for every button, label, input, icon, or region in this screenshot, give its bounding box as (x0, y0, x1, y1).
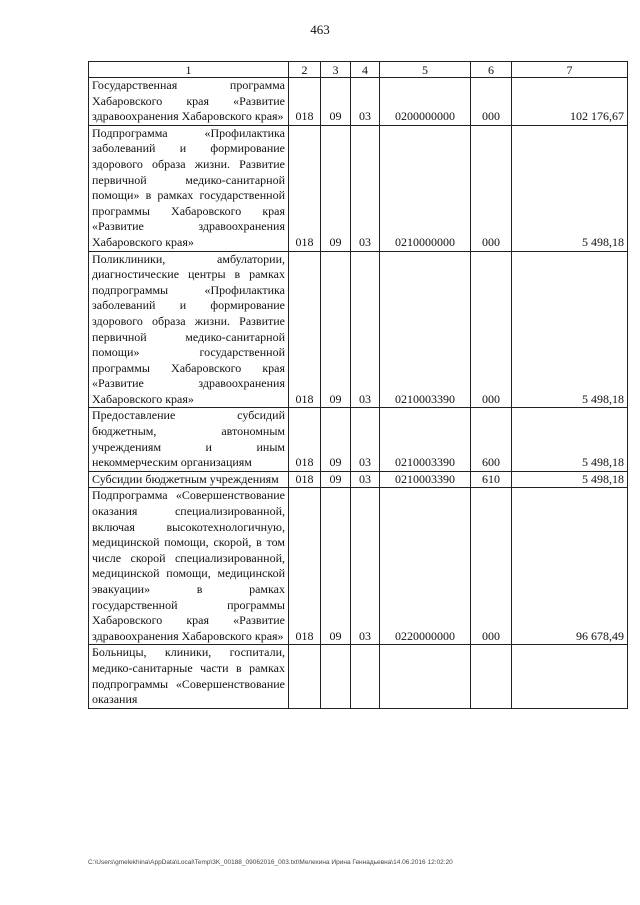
cell-target-article: 0210003390 (380, 471, 471, 488)
table-row (89, 408, 628, 471)
cell-target-article: 0210003390 (380, 251, 471, 408)
table-row (89, 125, 628, 251)
header-col-7: 7 (512, 62, 628, 78)
cell-section: 09 (321, 488, 351, 645)
cell-subsection: 03 (351, 471, 380, 488)
cell-section: 09 (321, 78, 351, 126)
cell-expense-type: 600 (471, 408, 512, 471)
cell-expense-type: 000 (471, 125, 512, 251)
cell-expense-type: 610 (471, 471, 512, 488)
cell-amount: 5 498,18 (512, 471, 628, 488)
table-row (89, 251, 628, 408)
cell-ministry: 018 (289, 125, 321, 251)
table-row (89, 645, 628, 708)
table-row (89, 488, 628, 645)
cell-ministry: 018 (289, 78, 321, 126)
cell-ministry: 018 (289, 471, 321, 488)
table-row (89, 471, 628, 488)
footer-file-path: C:\Users\gmelekhina\AppData\Local\Temp\3K_00188_09062016_003.txt\Мелехина Ирина Геннадьевна\14.06.2016 12:02:20 (88, 859, 453, 866)
cell-target-article (380, 645, 471, 708)
cell-section: 09 (321, 125, 351, 251)
cell-ministry: 018 (289, 408, 321, 471)
row-name: Подпрограмма «Совершенствование оказания специализированной, включая высокотехнологичную, медицинской помощи, скорой, в том числе скорой специализированной, медицинской помощи, медицинской эвакуации» в рамках государственной программы Хабаровского края «Развитие здравоохранения Хабаровского края» (89, 488, 289, 645)
cell-subsection (351, 645, 380, 708)
header-col-5: 5 (380, 62, 471, 78)
cell-subsection: 03 (351, 408, 380, 471)
cell-amount: 5 498,18 (512, 408, 628, 471)
cell-target-article: 0210000000 (380, 125, 471, 251)
cell-amount: 5 498,18 (512, 125, 628, 251)
cell-amount: 96 678,49 (512, 488, 628, 645)
cell-expense-type (471, 645, 512, 708)
header-col-3: 3 (321, 62, 351, 78)
row-name: Субсидии бюджетным учреждениям (89, 471, 289, 488)
cell-target-article: 0200000000 (380, 78, 471, 126)
header-col-1: 1 (89, 62, 289, 78)
row-name: Подпрограмма «Профилактика заболеваний и формирование здорового образа жизни. Развитие первичной медико-санитарной помощи» в рамках государственной программы Хабаровского края «Развитие здравоохранения Хабаровского края» (89, 125, 289, 251)
cell-amount (512, 645, 628, 708)
cell-amount: 5 498,18 (512, 251, 628, 408)
cell-ministry: 018 (289, 251, 321, 408)
cell-amount: 102 176,67 (512, 78, 628, 126)
page-number: 463 (310, 22, 330, 37)
cell-target-article: 0210003390 (380, 408, 471, 471)
cell-subsection: 03 (351, 251, 380, 408)
table-row (89, 78, 628, 126)
cell-section: 09 (321, 471, 351, 488)
row-name: Государственная программа Хабаровского края «Развитие здравоохранения Хабаровского края» (89, 78, 289, 126)
header-row (89, 62, 628, 78)
cell-section: 09 (321, 251, 351, 408)
cell-target-article: 0220000000 (380, 488, 471, 645)
cell-subsection: 03 (351, 125, 380, 251)
row-name: Поликлиники, амбулатории, диагностические центры в рамках подпрограммы «Профилактика заболеваний и формирование здорового образа жизни. Развитие первичной медико-санитарной помощи» государственной программы Хабаровского края «Развитие здравоохранения Хабаровского края» (89, 251, 289, 408)
row-name: Больницы, клиники, госпитали, медико-санитарные части в рамках подпрограммы «Совершенствование оказания (89, 645, 289, 708)
cell-ministry (289, 645, 321, 708)
header-col-6: 6 (471, 62, 512, 78)
cell-subsection: 03 (351, 488, 380, 645)
cell-section: 09 (321, 408, 351, 471)
cell-expense-type: 000 (471, 488, 512, 645)
cell-ministry: 018 (289, 488, 321, 645)
cell-expense-type: 000 (471, 78, 512, 126)
cell-section (321, 645, 351, 708)
header-col-4: 4 (351, 62, 380, 78)
row-name: Предоставление субсидий бюджетным, автономным учреждениям и иным некоммерческим организациям (89, 408, 289, 471)
header-col-2: 2 (289, 62, 321, 78)
cell-expense-type: 000 (471, 251, 512, 408)
budget-table (88, 61, 628, 709)
cell-subsection: 03 (351, 78, 380, 126)
